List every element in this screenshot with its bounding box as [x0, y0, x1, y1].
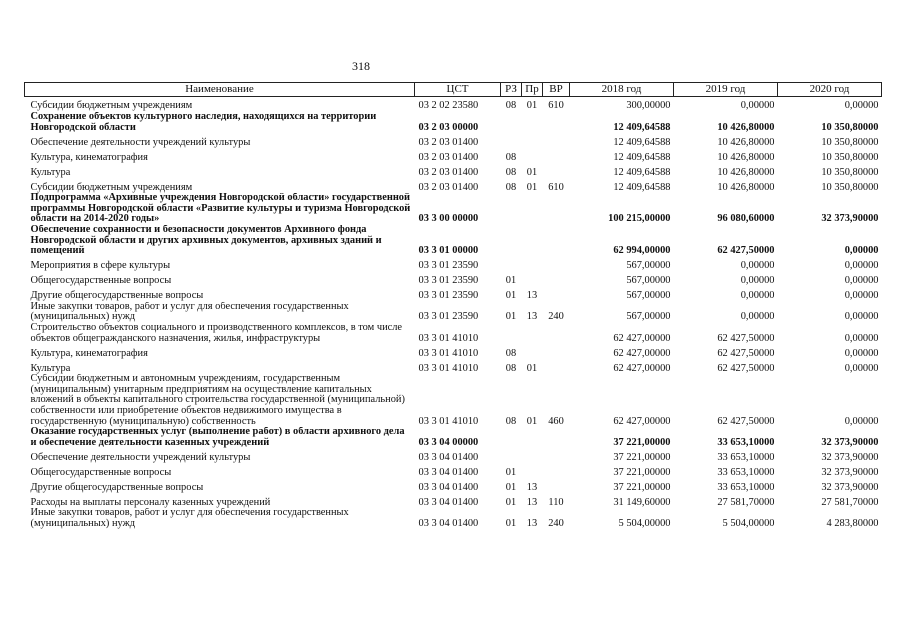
cell-2020: 0,00000	[844, 100, 879, 112]
cell-vr	[543, 193, 570, 225]
table-row	[25, 193, 882, 225]
cell-vr	[543, 427, 570, 448]
cell-2020: 32 373,90000	[821, 436, 879, 448]
cell-2018: 300,00000	[626, 100, 671, 112]
cell-2018: 37 221,00000	[613, 466, 671, 478]
header-2020: 2020 год	[778, 83, 882, 97]
header-row	[25, 83, 882, 97]
cell-2019: 62 427,50000	[717, 332, 775, 344]
cell-vr	[543, 287, 570, 302]
cell-pr	[522, 272, 543, 287]
cell-cst: 03 3 04 01400	[418, 466, 479, 478]
cell-name: Обеспечение деятельности учреждений культуры	[30, 136, 251, 148]
cell-2019: 5 504,00000	[722, 517, 775, 529]
cell-vr	[543, 323, 570, 344]
cell-2018: 12 409,64588	[613, 166, 671, 178]
cell-name: Иные закупки товаров, работ и услуг для обеспечения государственных (муниципальных) нужд	[30, 301, 349, 323]
cell-2018: 62 427,00000	[613, 362, 671, 374]
header-2019: 2019 год	[674, 83, 778, 97]
cell-rz: 08	[505, 166, 517, 178]
cell-cst: 03 3 01 41010	[418, 347, 479, 359]
cell-cst: 03 3 04 01400	[418, 481, 479, 493]
cell-cst: 03 3 04 00000	[418, 436, 479, 448]
table-row	[25, 448, 882, 463]
cell-pr: 01	[526, 166, 538, 178]
cell-cst: 03 3 01 41010	[418, 362, 479, 374]
cell-cst: 03 2 03 01400	[418, 136, 479, 148]
cell-vr	[543, 112, 570, 133]
table-row	[25, 302, 882, 323]
cell-vr	[543, 272, 570, 287]
cell-pr	[522, 257, 543, 272]
table-row	[25, 225, 882, 257]
cell-vr	[543, 148, 570, 163]
cell-pr	[522, 344, 543, 359]
table-row	[25, 323, 882, 344]
cell-2020: 32 373,90000	[821, 451, 879, 463]
cell-2020: 10 350,80000	[821, 121, 879, 133]
cell-rz: 08	[505, 415, 517, 427]
cell-2018: 37 221,00000	[613, 481, 671, 493]
page-number: 318	[352, 59, 370, 73]
cell-pr: 13	[526, 517, 538, 529]
cell-cst: 03 3 01 23590	[418, 275, 479, 287]
cell-pr	[522, 323, 543, 344]
cell-name: Строительство объектов социального и производственного комплексов, в том числе объектов общегражданского назначения, жилья, инфраструктуры	[30, 322, 403, 344]
table-row	[25, 287, 882, 302]
cell-2019: 62 427,50000	[717, 347, 775, 359]
table-row	[25, 257, 882, 272]
cell-name: Субсидии бюджетным учреждениям	[30, 181, 193, 193]
cell-2018: 37 221,00000	[613, 436, 671, 448]
cell-rz	[501, 225, 522, 257]
cell-pr: 13	[526, 496, 538, 508]
header-2018: 2018 год	[570, 83, 674, 97]
cell-cst: 03 2 03 01400	[418, 166, 479, 178]
cell-name: Подпрограмма «Архивные учреждения Новгородской области» государственной программы Новгородской области «Развитие культуры и туризма Новгородской области на 2014-2020 годы»	[30, 193, 411, 225]
cell-2020: 10 350,80000	[821, 181, 879, 193]
cell-2019: 0,00000	[740, 311, 775, 323]
cell-rz	[501, 448, 522, 463]
cell-2019: 33 653,10000	[717, 436, 775, 448]
cell-2019: 62 427,50000	[717, 415, 775, 427]
cell-name: Субсидии бюджетным и автономным учреждениям, государственным (муниципальным) унитарным предприятиям на осуществление капитальных вложений в объекты капитального строительства государственной (муниципальной) собственности или приобретение объектов недвижимого имущества в государственную (муниципальную) собственность	[30, 374, 405, 427]
cell-pr: 01	[526, 362, 538, 374]
cell-2018: 12 409,64588	[613, 121, 671, 133]
cell-2020: 0,00000	[844, 275, 879, 287]
cell-2020: 32 373,90000	[821, 213, 879, 225]
cell-2019: 0,00000	[740, 260, 775, 272]
cell-rz: 08	[505, 362, 517, 374]
cell-name: Расходы на выплаты персоналу казенных учреждений	[30, 496, 271, 508]
cell-rz: 01	[505, 275, 517, 287]
cell-pr	[522, 225, 543, 257]
cell-2020: 10 350,80000	[821, 151, 879, 163]
cell-cst: 03 2 03 00000	[418, 121, 479, 133]
cell-2018: 12 409,64588	[613, 181, 671, 193]
table-row	[25, 374, 882, 427]
cell-2018: 62 994,00000	[613, 245, 671, 257]
cell-rz: 08	[505, 100, 517, 112]
cell-2020: 0,00000	[844, 362, 879, 374]
cell-cst: 03 3 01 41010	[418, 415, 479, 427]
cell-rz: 01	[505, 481, 517, 493]
table-row	[25, 463, 882, 478]
cell-pr	[522, 148, 543, 163]
cell-2018: 567,00000	[626, 290, 671, 302]
cell-name: Обеспечение деятельности учреждений культуры	[30, 451, 251, 463]
cell-vr	[543, 225, 570, 257]
cell-cst: 03 3 01 41010	[418, 332, 479, 344]
cell-2018: 37 221,00000	[613, 451, 671, 463]
cell-vr	[543, 257, 570, 272]
cell-2018: 62 427,00000	[613, 415, 671, 427]
cell-rz: 08	[505, 181, 517, 193]
cell-name: Другие общегосударственные вопросы	[30, 481, 204, 493]
cell-name: Мероприятия в сфере культуры	[30, 260, 171, 272]
cell-pr: 13	[526, 290, 538, 302]
cell-name: Общегосударственные вопросы	[30, 466, 172, 478]
header-cst: ЦСТ	[415, 83, 501, 97]
table-row	[25, 508, 882, 529]
cell-cst: 03 3 04 01400	[418, 517, 479, 529]
cell-2020: 0,00000	[844, 332, 879, 344]
cell-2018: 567,00000	[626, 260, 671, 272]
cell-rz	[501, 112, 522, 133]
cell-2020: 0,00000	[844, 311, 879, 323]
cell-cst: 03 2 03 01400	[418, 151, 479, 163]
cell-2019: 62 427,50000	[717, 245, 775, 257]
cell-2020: 0,00000	[844, 245, 879, 257]
cell-rz	[501, 427, 522, 448]
cell-2020: 27 581,70000	[821, 496, 879, 508]
cell-rz: 01	[505, 466, 517, 478]
cell-rz: 01	[505, 290, 517, 302]
cell-vr: 610	[548, 181, 564, 193]
cell-rz	[501, 133, 522, 148]
cell-2018: 100 215,00000	[608, 213, 671, 225]
cell-vr	[543, 463, 570, 478]
cell-name: Иные закупки товаров, работ и услуг для обеспечения государственных (муниципальных) нужд	[30, 508, 349, 529]
cell-vr	[543, 478, 570, 493]
cell-vr: 110	[548, 496, 564, 508]
cell-name: Культура	[30, 362, 71, 374]
cell-vr: 240	[548, 517, 564, 529]
table-row	[25, 272, 882, 287]
cell-vr	[543, 344, 570, 359]
table-row	[25, 148, 882, 163]
cell-name: Субсидии бюджетным учреждениям	[30, 100, 193, 112]
cell-2018: 567,00000	[626, 275, 671, 287]
header-vr: ВР	[543, 83, 570, 97]
cell-2018: 12 409,64588	[613, 136, 671, 148]
cell-2019: 10 426,80000	[717, 181, 775, 193]
cell-vr: 460	[548, 415, 564, 427]
table-row	[25, 112, 882, 133]
cell-pr: 13	[526, 311, 538, 323]
cell-vr: 240	[548, 311, 564, 323]
cell-vr	[543, 163, 570, 178]
cell-rz: 01	[505, 496, 517, 508]
cell-2020: 0,00000	[844, 260, 879, 272]
cell-vr	[543, 359, 570, 374]
cell-2020: 0,00000	[844, 290, 879, 302]
cell-cst: 03 3 04 01400	[418, 496, 479, 508]
cell-rz	[501, 323, 522, 344]
cell-2020: 10 350,80000	[821, 166, 879, 178]
cell-pr	[522, 427, 543, 448]
budget-table	[24, 82, 882, 529]
table-row	[25, 133, 882, 148]
table-row	[25, 359, 882, 374]
cell-2019: 33 653,10000	[717, 466, 775, 478]
table-body	[25, 97, 882, 530]
table-row	[25, 163, 882, 178]
header-name: Наименование	[25, 83, 415, 97]
cell-2019: 10 426,80000	[717, 136, 775, 148]
cell-2019: 33 653,10000	[717, 451, 775, 463]
cell-2020: 32 373,90000	[821, 481, 879, 493]
cell-2019: 0,00000	[740, 290, 775, 302]
cell-cst: 03 3 01 23590	[418, 290, 479, 302]
table-row	[25, 493, 882, 508]
cell-2019: 10 426,80000	[717, 151, 775, 163]
cell-2020: 10 350,80000	[821, 136, 879, 148]
cell-rz: 01	[505, 311, 517, 323]
cell-cst: 03 3 01 23590	[418, 311, 479, 323]
table-row	[25, 97, 882, 113]
cell-2020: 32 373,90000	[821, 466, 879, 478]
cell-cst: 03 2 03 01400	[418, 181, 479, 193]
cell-name: Культура	[30, 166, 71, 178]
cell-2019: 10 426,80000	[717, 121, 775, 133]
cell-pr: 01	[526, 100, 538, 112]
cell-name: Культура, кинематография	[30, 347, 148, 359]
cell-2019: 10 426,80000	[717, 166, 775, 178]
cell-2018: 567,00000	[626, 311, 671, 323]
cell-pr	[522, 463, 543, 478]
cell-pr	[522, 448, 543, 463]
cell-rz	[501, 193, 522, 225]
cell-pr: 01	[526, 415, 538, 427]
cell-name: Общегосударственные вопросы	[30, 275, 172, 287]
cell-2019: 27 581,70000	[717, 496, 775, 508]
cell-pr	[522, 133, 543, 148]
cell-vr	[543, 448, 570, 463]
cell-pr	[522, 112, 543, 133]
table-row	[25, 178, 882, 193]
cell-2018: 62 427,00000	[613, 332, 671, 344]
cell-pr: 01	[526, 181, 538, 193]
cell-2018: 12 409,64588	[613, 151, 671, 163]
cell-vr	[543, 133, 570, 148]
cell-2020: 0,00000	[844, 415, 879, 427]
cell-rz: 08	[505, 347, 517, 359]
cell-name: Оказание государственных услуг (выполнение работ) в области архивного дела и обеспечение деятельности казенных учреждений	[30, 427, 405, 448]
cell-cst: 03 3 01 23590	[418, 260, 479, 272]
cell-rz	[501, 257, 522, 272]
cell-2019: 62 427,50000	[717, 362, 775, 374]
cell-2020: 4 283,80000	[826, 517, 879, 529]
cell-2019: 0,00000	[740, 100, 775, 112]
cell-cst: 03 3 04 01400	[418, 451, 479, 463]
cell-rz: 01	[505, 517, 517, 529]
cell-pr: 13	[526, 481, 538, 493]
cell-vr: 610	[548, 100, 564, 112]
cell-2018: 5 504,00000	[618, 517, 671, 529]
table-row	[25, 427, 882, 448]
cell-cst: 03 2 02 23580	[418, 100, 479, 112]
header-rz: РЗ	[501, 83, 522, 97]
cell-pr	[522, 193, 543, 225]
cell-2018: 31 149,60000	[613, 496, 671, 508]
table-row	[25, 478, 882, 493]
cell-name: Культура, кинематография	[30, 151, 148, 163]
cell-name: Обеспечение сохранности и безопасности документов Архивного фонда Новгородской области и других архивных документов, архивных зданий и помещений	[30, 224, 382, 257]
cell-2019: 33 653,10000	[717, 481, 775, 493]
cell-cst: 03 3 01 00000	[418, 245, 479, 257]
cell-name: Другие общегосударственные вопросы	[30, 290, 204, 302]
cell-2018: 62 427,00000	[613, 347, 671, 359]
cell-cst: 03 3 00 00000	[418, 213, 479, 225]
cell-2019: 96 080,60000	[717, 213, 775, 225]
table-row	[25, 344, 882, 359]
cell-rz: 08	[505, 151, 517, 163]
cell-2019: 0,00000	[740, 275, 775, 287]
header-pr: Пр	[522, 83, 543, 97]
cell-name: Сохранение объектов культурного наследия, находящихся на территории Новгородской области	[30, 112, 377, 133]
cell-2020: 0,00000	[844, 347, 879, 359]
